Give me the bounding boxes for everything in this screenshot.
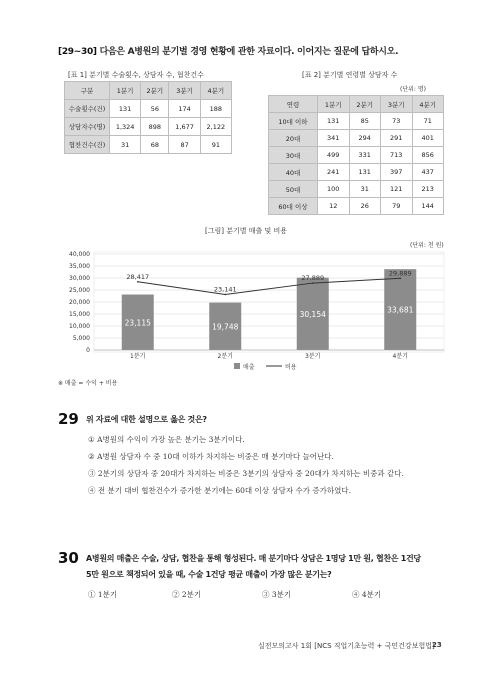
option-4[interactable]: ④ 4분기 bbox=[352, 590, 382, 599]
question-number: 30 bbox=[58, 549, 79, 567]
table-cell: 437 bbox=[412, 164, 444, 181]
table-cell: 121 bbox=[381, 181, 413, 198]
sales-data-label: 33,681 bbox=[387, 305, 414, 315]
row-header-cell: 10대 이하 bbox=[269, 113, 318, 130]
table2-unit: (단위: 명) bbox=[400, 86, 426, 93]
y-tick-label: 15,000 bbox=[69, 311, 90, 318]
page-number: 23 bbox=[432, 641, 442, 649]
table-header-cell: 연령 bbox=[269, 96, 318, 113]
table-cell: 294 bbox=[349, 130, 381, 147]
table-header-cell: 3분기 bbox=[381, 96, 413, 113]
sales-data-label: 30,154 bbox=[299, 309, 326, 319]
table1-caption: [표 1] 분기별 수술횟수, 상담자 수, 협찬건수 bbox=[68, 71, 204, 79]
y-tick-label: 5,000 bbox=[72, 335, 90, 342]
y-tick-label: 35,000 bbox=[69, 263, 90, 270]
table-cell: 1,324 bbox=[110, 118, 141, 136]
y-axis-ticks bbox=[69, 251, 90, 354]
option-1[interactable]: ① 1분기 bbox=[88, 590, 118, 599]
question-text-line1: A병원의 매출은 수술, 상담, 협찬을 통해 형성된다. 매 분기마다 상담은 1명당 1만 원, 협찬은 1건당 bbox=[86, 554, 421, 563]
table-cell: 499 bbox=[318, 147, 350, 164]
table-cell: 91 bbox=[200, 136, 231, 154]
row-header-cell: 상담자수(명) bbox=[65, 118, 110, 136]
legend-sales-label: 매출 bbox=[243, 364, 255, 371]
table1-header-row bbox=[65, 82, 232, 100]
option-3[interactable]: ③ 2분기의 상담자 중 20대가 차지하는 비중은 3분기의 상담자 중 20대가 차지하는 비중과 같다. bbox=[88, 469, 404, 478]
cost-data-label: 29,889 bbox=[388, 269, 412, 278]
table-cell: 131 bbox=[349, 164, 381, 181]
table-header-cell: 2분기 bbox=[141, 82, 169, 100]
row-header-cell: 30대 bbox=[269, 147, 318, 164]
table-cell: 1,677 bbox=[169, 118, 200, 136]
table-cell: 856 bbox=[412, 147, 444, 164]
row-header-cell: 협찬건수(건) bbox=[65, 136, 110, 154]
x-tick-label: 1분기 bbox=[130, 353, 146, 360]
table-cell: 73 bbox=[381, 113, 413, 130]
question-text: 위 자료에 대한 설명으로 옳은 것은? bbox=[86, 415, 207, 424]
table-cell: 713 bbox=[381, 147, 413, 164]
row-header-cell: 수술횟수(건) bbox=[65, 100, 110, 118]
chart-legend bbox=[234, 363, 297, 371]
x-tick-label: 3분기 bbox=[305, 353, 321, 360]
table-cell: 26 bbox=[349, 198, 381, 215]
table-row bbox=[269, 147, 444, 164]
table-cell: 898 bbox=[141, 118, 169, 136]
table-cell: 131 bbox=[318, 113, 350, 130]
table-cell: 291 bbox=[381, 130, 413, 147]
table-cell: 79 bbox=[381, 198, 413, 215]
table-cell: 188 bbox=[200, 100, 231, 118]
table-header-cell: 구분 bbox=[65, 82, 110, 100]
table-cell: 56 bbox=[141, 100, 169, 118]
option-2[interactable]: ② 2분기 bbox=[172, 590, 202, 599]
cost-point bbox=[137, 281, 139, 283]
footer-text: 실전모의고사 1회 [NCS 직업기초능력 + 국민건강보험법] bbox=[258, 642, 435, 650]
table-cell: 331 bbox=[349, 147, 381, 164]
option-1[interactable]: ① A병원의 수익이 가장 높은 분기는 3분기이다. bbox=[88, 435, 245, 444]
question-range: [29~30] bbox=[58, 47, 97, 57]
y-tick-label: 0 bbox=[86, 347, 90, 354]
question-number: 29 bbox=[58, 410, 79, 428]
sales-data-label: 19,748 bbox=[212, 322, 239, 332]
row-header-cell: 50대 bbox=[269, 181, 318, 198]
row-header-cell: 60대 이상 bbox=[269, 198, 318, 215]
table-cell: 100 bbox=[318, 181, 350, 198]
table-row bbox=[269, 130, 444, 147]
table-cell: 401 bbox=[412, 130, 444, 147]
table-cell: 341 bbox=[318, 130, 350, 147]
table-row bbox=[269, 113, 444, 130]
table-cell: 144 bbox=[412, 198, 444, 215]
table2-header-row bbox=[269, 96, 444, 113]
y-tick-label: 30,000 bbox=[69, 275, 90, 282]
table-row bbox=[269, 181, 444, 198]
table-cell: 68 bbox=[141, 136, 169, 154]
row-header-cell: 20대 bbox=[269, 130, 318, 147]
sales-cost-chart bbox=[56, 250, 446, 375]
table1 bbox=[64, 81, 232, 154]
table-cell: 174 bbox=[169, 100, 200, 118]
row-header-cell: 40대 bbox=[269, 164, 318, 181]
y-tick-label: 10,000 bbox=[69, 323, 90, 330]
table-cell: 31 bbox=[110, 136, 141, 154]
passage-header bbox=[58, 44, 398, 57]
chart-title: [그림] 분기별 매출 및 비용 bbox=[205, 227, 287, 235]
y-tick-label: 40,000 bbox=[69, 251, 90, 258]
x-tick-label: 2분기 bbox=[217, 353, 233, 360]
question-text-line2: 5만 원으로 책정되어 있을 때, 수술 1건당 평균 매출이 가장 많은 분기는? bbox=[86, 570, 332, 579]
legend-sales-swatch bbox=[234, 363, 240, 369]
table2 bbox=[268, 95, 444, 215]
table-row bbox=[65, 136, 232, 154]
chart-unit: (단위: 천 원) bbox=[410, 242, 444, 249]
sales-data-label: 23,115 bbox=[124, 318, 151, 328]
option-4[interactable]: ④ 전 분기 대비 협찬건수가 증가한 분기에는 60대 이상 상담자 수가 증가하였다. bbox=[88, 486, 351, 495]
x-tick-label: 4분기 bbox=[392, 353, 408, 360]
table-cell: 71 bbox=[412, 113, 444, 130]
table-header-cell: 3분기 bbox=[169, 82, 200, 100]
table-cell: 85 bbox=[349, 113, 381, 130]
cost-data-label: 27,889 bbox=[301, 274, 325, 283]
passage-text: 다음은 A병원의 분기별 경영 현황에 관한 자료이다. 이어지는 질문에 답하시오. bbox=[99, 47, 399, 57]
table2-caption: [표 2] 분기별 연령별 상담자 수 bbox=[302, 71, 398, 79]
table-row bbox=[65, 118, 232, 136]
option-3[interactable]: ③ 3분기 bbox=[262, 590, 292, 599]
table-cell: 213 bbox=[412, 181, 444, 198]
table-header-cell: 4분기 bbox=[200, 82, 231, 100]
table-cell: 12 bbox=[318, 198, 350, 215]
cost-point bbox=[399, 277, 401, 279]
legend-cost-label: 비용 bbox=[285, 364, 297, 371]
table-cell: 397 bbox=[381, 164, 413, 181]
table-cell: 31 bbox=[349, 181, 381, 198]
table-cell: 241 bbox=[318, 164, 350, 181]
table-cell: 2,122 bbox=[200, 118, 231, 136]
table-row bbox=[65, 100, 232, 118]
chart-note: ※ 매출 = 수익 + 비용 bbox=[58, 380, 118, 387]
table-row bbox=[269, 164, 444, 181]
table-header-cell: 1분기 bbox=[318, 96, 350, 113]
table-header-cell: 4분기 bbox=[412, 96, 444, 113]
table-cell: 131 bbox=[110, 100, 141, 118]
table-header-cell: 2분기 bbox=[349, 96, 381, 113]
cost-point bbox=[224, 294, 226, 296]
cost-point bbox=[312, 282, 314, 284]
y-tick-label: 25,000 bbox=[69, 287, 90, 294]
y-tick-label: 20,000 bbox=[69, 299, 90, 306]
table-cell: 87 bbox=[169, 136, 200, 154]
table-row bbox=[269, 198, 444, 215]
table-header-cell: 1분기 bbox=[110, 82, 141, 100]
option-2[interactable]: ② A병원 상담자 수 중 10대 이하가 차지하는 비중은 매 분기마다 늘어난다. bbox=[88, 452, 334, 461]
cost-data-label: 23,141 bbox=[213, 285, 237, 294]
cost-data-label: 28,417 bbox=[126, 272, 150, 281]
